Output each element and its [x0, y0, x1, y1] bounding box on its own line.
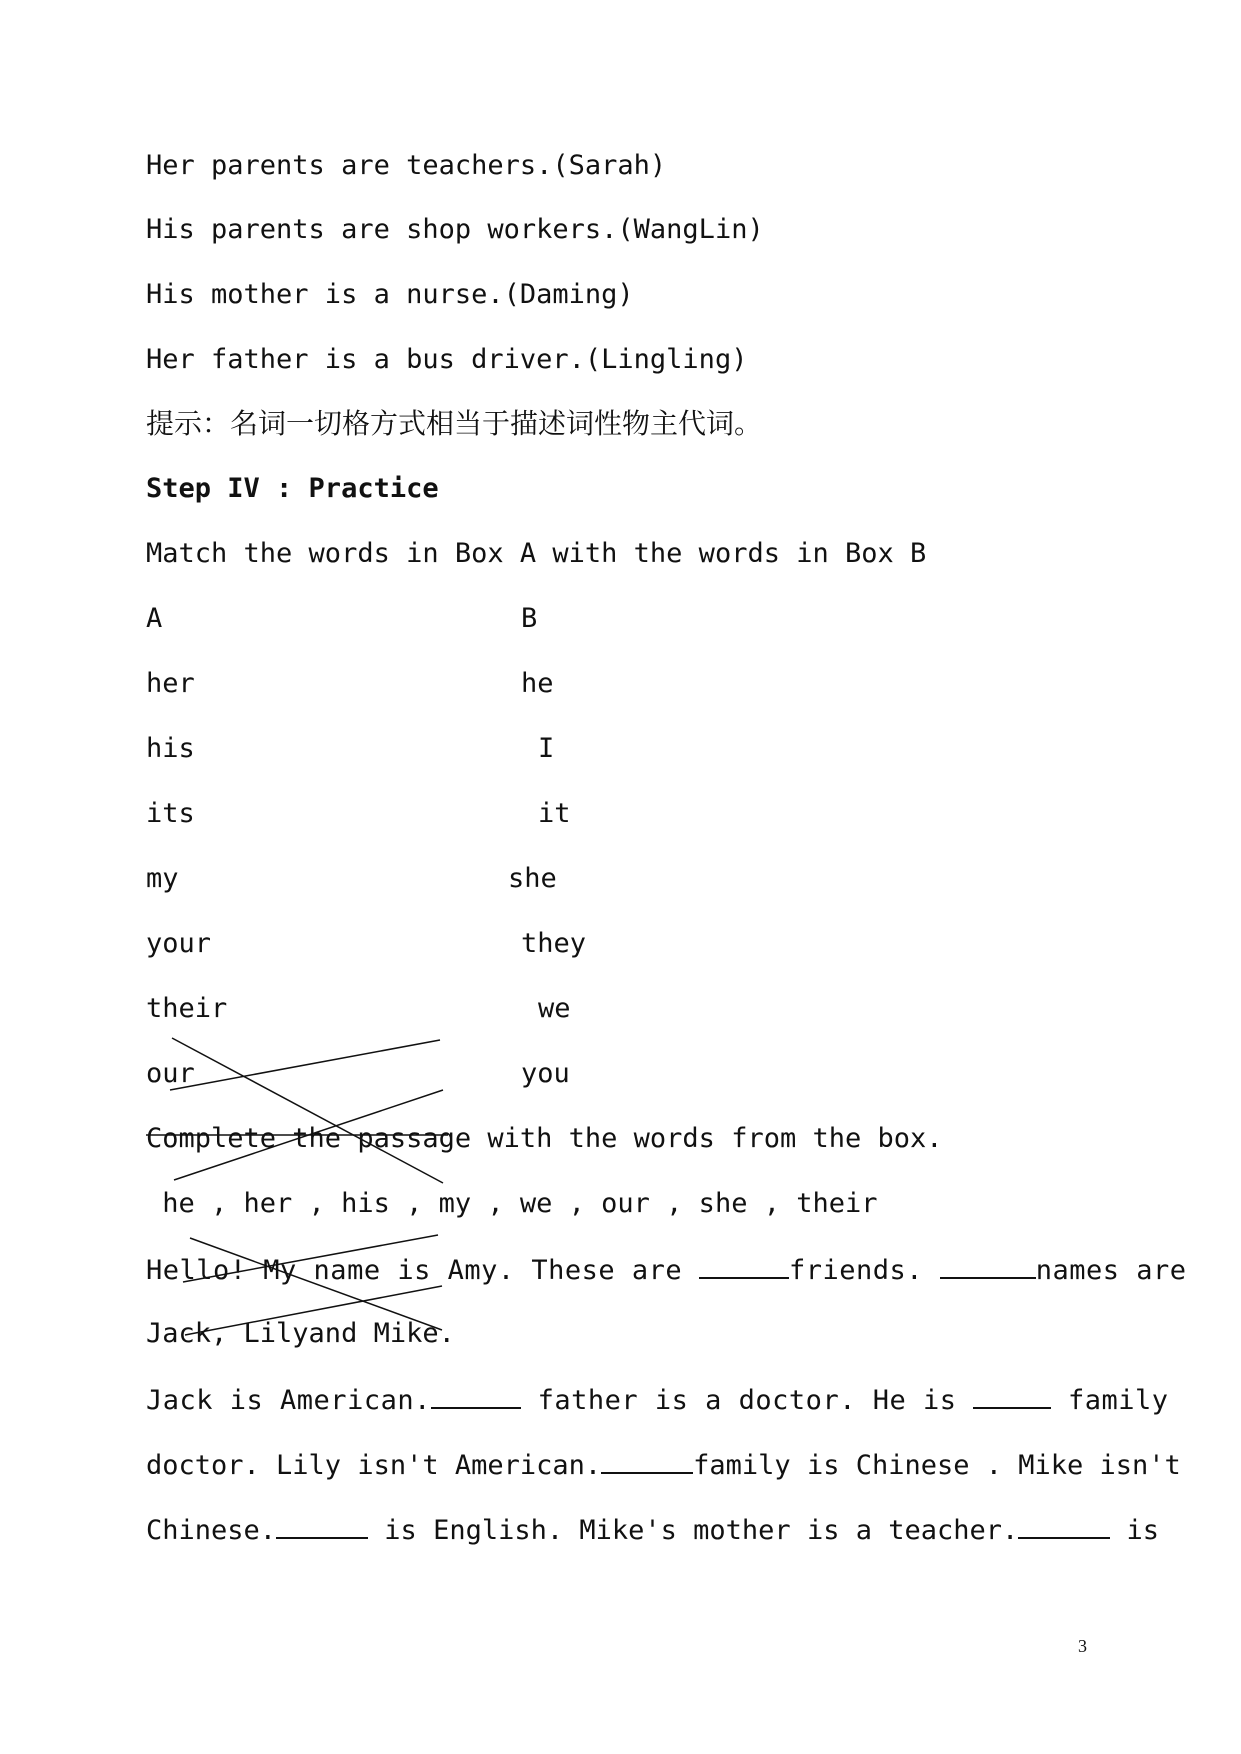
passage-text: father is a doctor. He is: [520, 1385, 974, 1416]
passage-text: Chinese.: [146, 1515, 277, 1546]
example-sentence: Her father is a bus driver.(Lingling): [146, 344, 748, 375]
match-line: [170, 1040, 440, 1090]
passage-text: family: [1051, 1385, 1169, 1416]
passage-text: Hello! My name is Amy. These are: [146, 1255, 699, 1286]
example-sentence: His parents are shop workers.(WangLin): [146, 214, 764, 245]
box-b-item: they: [521, 928, 587, 959]
box-a-item: your: [146, 928, 212, 959]
box-b-item: B: [521, 603, 538, 634]
match-line: [172, 1038, 443, 1183]
passage-text: family is Chinese . Mike isn't: [693, 1450, 1181, 1481]
match-line: [185, 1286, 442, 1335]
passage-text: is: [1110, 1515, 1160, 1546]
box-b-item: we: [538, 993, 571, 1024]
match-line: [183, 1235, 438, 1282]
box-b-item: it: [538, 798, 571, 829]
passage-text: Jack is American.: [146, 1385, 431, 1416]
box-b-item: you: [521, 1058, 570, 1089]
example-sentence: Her parents are teachers.(Sarah): [146, 150, 667, 181]
word-box: he , her , his , my , we , our , she , their: [146, 1188, 878, 1219]
box-b-item: she: [508, 863, 557, 894]
box-a-item: their: [146, 993, 228, 1024]
box-a-item: its: [146, 798, 195, 829]
box-a-item: A: [146, 603, 163, 634]
passage-text: is English. Mike's mother is a teacher.: [368, 1515, 1019, 1546]
tip-text: 提示：名词一切格方式相当于描述词性物主代词。: [146, 407, 763, 440]
match-line: [190, 1238, 442, 1330]
page-number: 3: [1078, 1636, 1087, 1656]
box-a-item: my: [146, 863, 179, 894]
step-heading: Step IV : Practice: [146, 473, 439, 504]
passage-text: friends.: [788, 1255, 940, 1286]
passage-line: Jack, Lilyand Mike.: [146, 1318, 455, 1349]
box-a-item: her: [146, 668, 195, 699]
box-a-item: his: [146, 733, 195, 764]
passage-text: names are: [1035, 1255, 1187, 1286]
example-sentence: His mother is a nurse.(Daming): [146, 279, 634, 310]
box-a-item: our: [146, 1058, 195, 1089]
complete-instruction: Complete the passage with the words from the box.: [146, 1123, 943, 1154]
match-instruction: Match the words in Box A with the words in Box B: [146, 538, 927, 569]
box-b-item: he: [521, 668, 554, 699]
box-b-item: I: [538, 733, 555, 764]
passage-text: doctor. Lily isn't American.: [146, 1450, 602, 1481]
